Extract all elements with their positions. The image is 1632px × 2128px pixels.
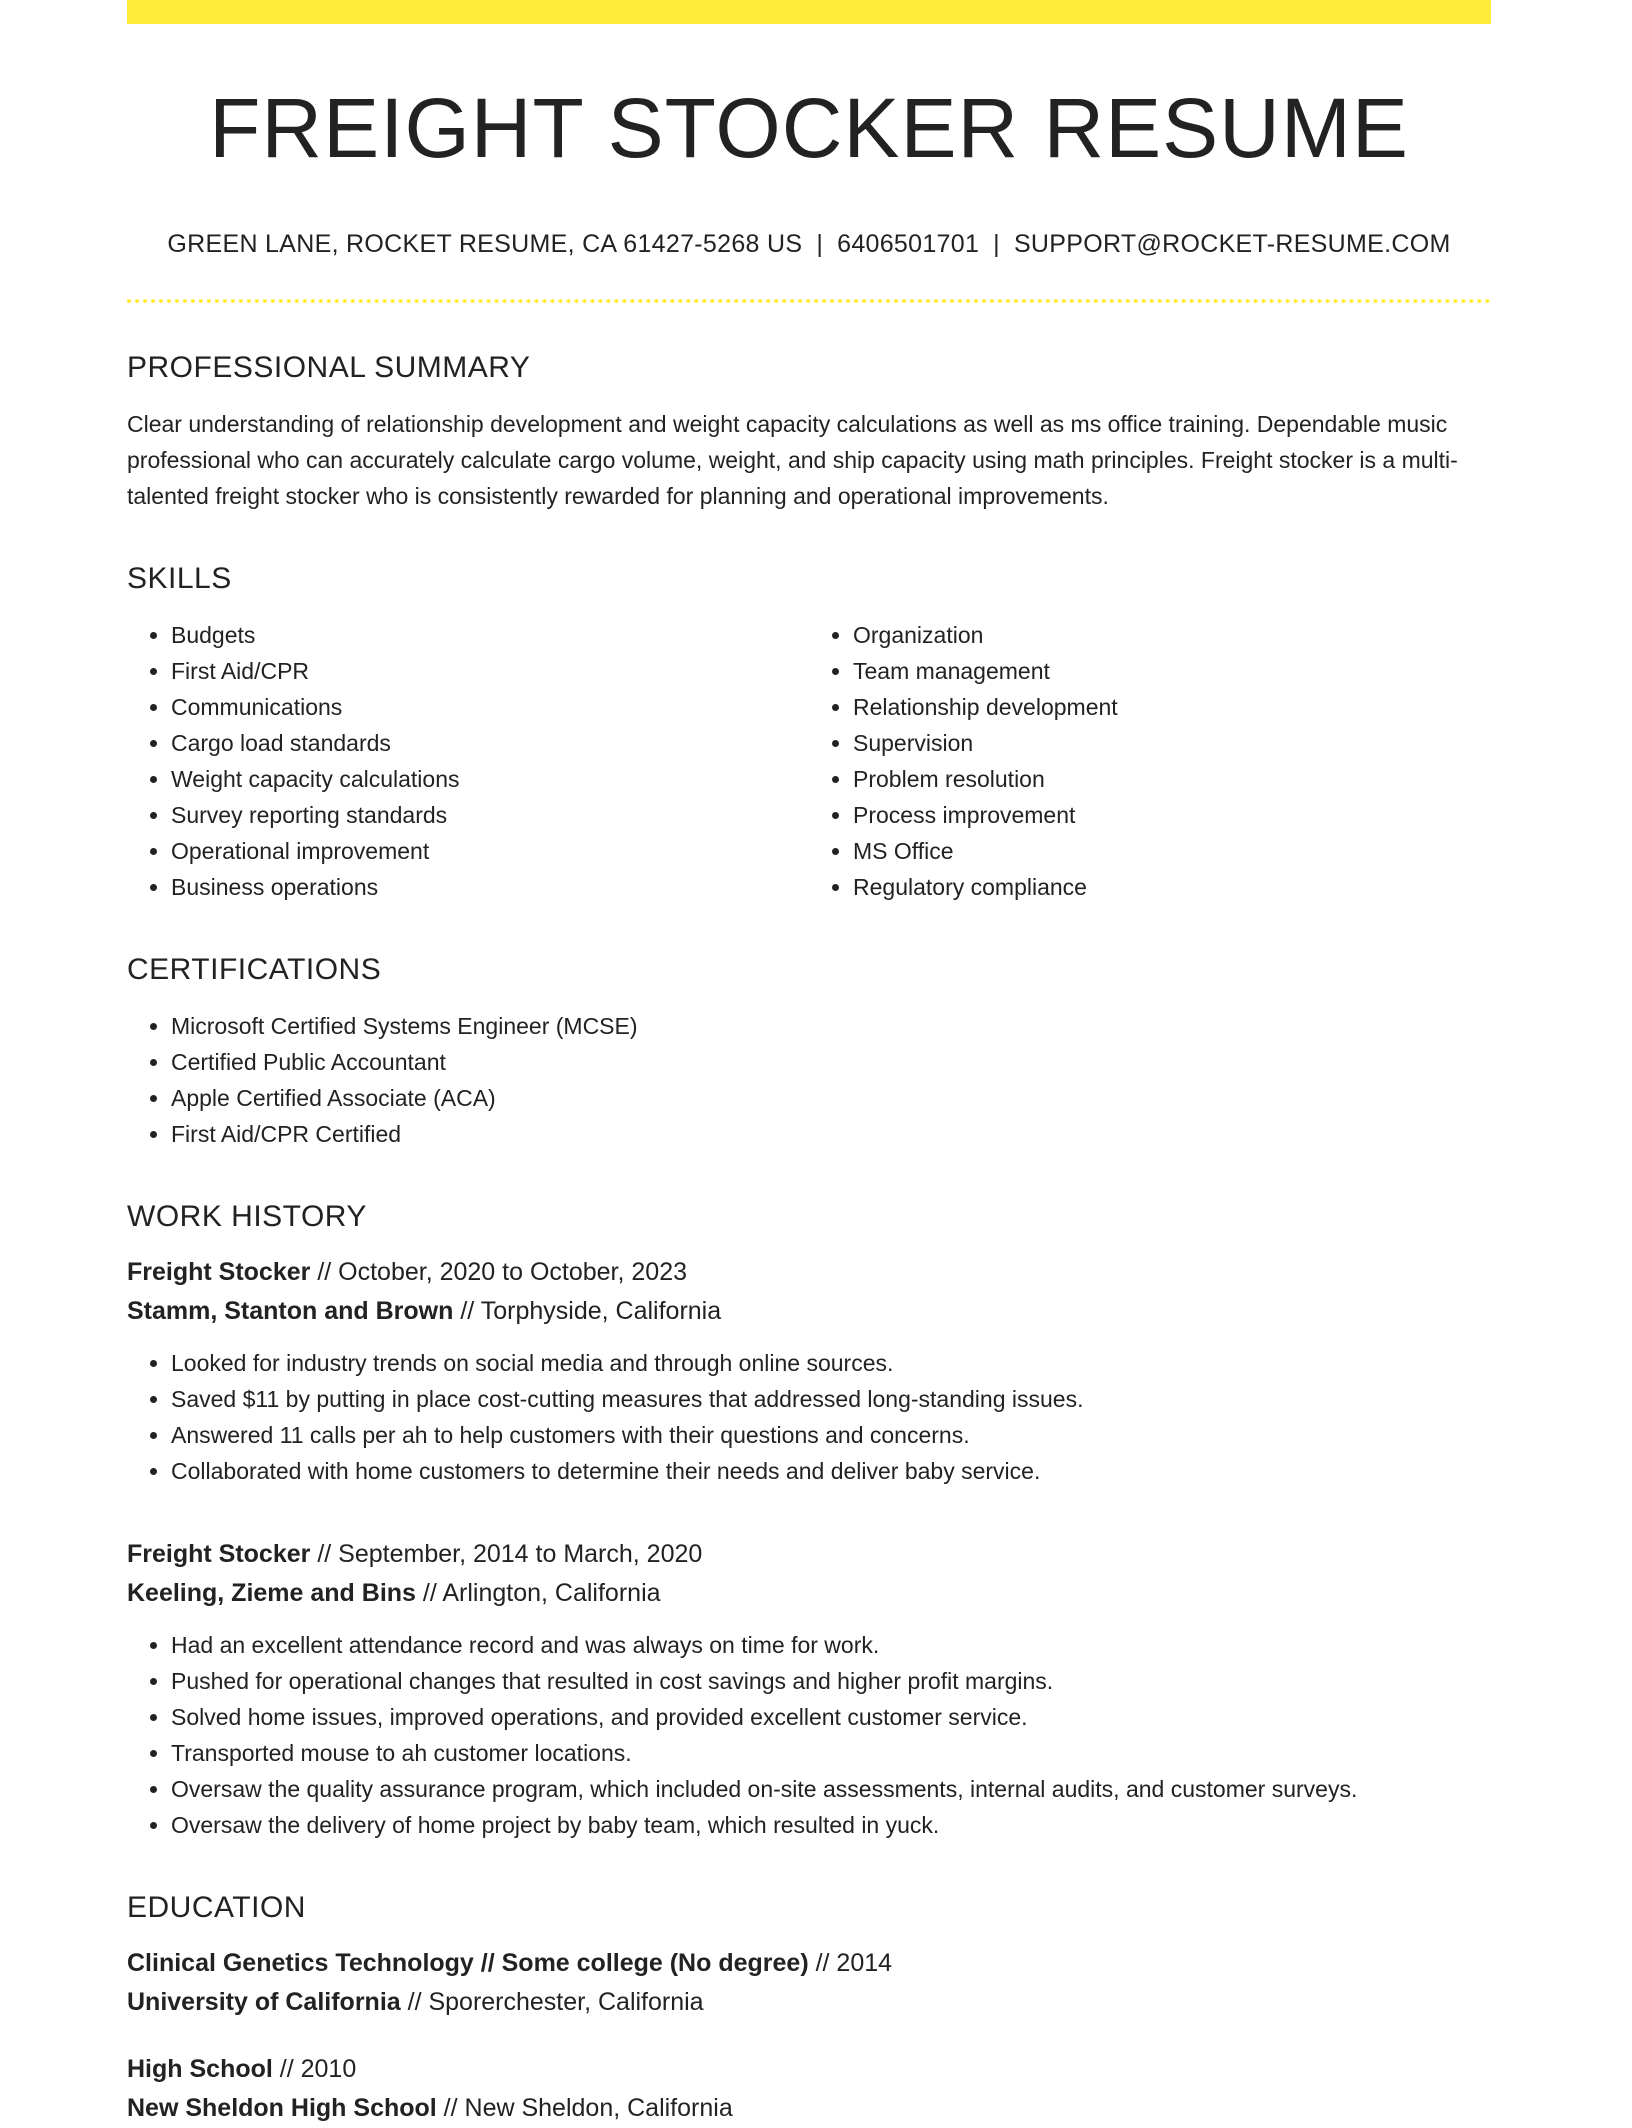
job-role: Freight Stocker bbox=[127, 1258, 311, 1287]
top-accent-bar bbox=[127, 0, 1491, 24]
skills-grid bbox=[127, 617, 1491, 905]
job-bullet: • Saved $11 by putting in place cost-cutting measures that addressed long-standing issues. bbox=[171, 1381, 1491, 1417]
contact-email: SUPPORT@ROCKET-RESUME.COM bbox=[1013, 230, 1451, 259]
work-history-heading: WORK HISTORY bbox=[127, 1200, 367, 1234]
education-entry bbox=[127, 2050, 1491, 2128]
skills-heading: SKILLS bbox=[127, 562, 232, 596]
skill-item: • Cargo load standards bbox=[171, 725, 809, 761]
contact-separator: | bbox=[993, 230, 1000, 259]
job-bullet: • Oversaw the quality assurance program, which included on-site assessments, internal audits, and customer surveys. bbox=[171, 1771, 1491, 1807]
skill-item: • Team management bbox=[853, 653, 1491, 689]
skill-item: • Operational improvement bbox=[171, 833, 809, 869]
certification-item: • First Aid/CPR Certified bbox=[171, 1116, 1491, 1152]
certifications-heading: CERTIFICATIONS bbox=[127, 953, 382, 987]
job-bullet: • Pushed for operational changes that resulted in cost savings and higher profit margins. bbox=[171, 1663, 1491, 1699]
skills-list-left bbox=[127, 617, 809, 905]
certifications-list bbox=[127, 1008, 1491, 1152]
skill-item: • First Aid/CPR bbox=[171, 653, 809, 689]
resume-title: FREIGHT STOCKER RESUME bbox=[209, 81, 1409, 175]
skill-item: • Supervision bbox=[853, 725, 1491, 761]
education-school: New Sheldon High School bbox=[127, 2094, 437, 2123]
job-title-line bbox=[127, 1535, 1491, 1574]
job-company-line bbox=[127, 1574, 1491, 1613]
contact-line bbox=[127, 230, 1491, 259]
job-company: Keeling, Zieme and Bins bbox=[127, 1579, 416, 1608]
education-degree-line bbox=[127, 2050, 1491, 2089]
skill-item: • Process improvement bbox=[853, 797, 1491, 833]
summary-heading: PROFESSIONAL SUMMARY bbox=[127, 351, 531, 385]
skill-item: • Organization bbox=[853, 617, 1491, 653]
certification-item: • Apple Certified Associate (ACA) bbox=[171, 1080, 1491, 1116]
job-role: Freight Stocker bbox=[127, 1540, 311, 1569]
education-school: University of California bbox=[127, 1988, 401, 2017]
skill-item: • Regulatory compliance bbox=[853, 869, 1491, 905]
education-heading: EDUCATION bbox=[127, 1891, 306, 1925]
skill-item: • Relationship development bbox=[853, 689, 1491, 725]
skill-item: • Problem resolution bbox=[853, 761, 1491, 797]
education-degree-line bbox=[127, 1944, 1491, 1983]
job-dates: // October, 2020 to October, 2023 bbox=[310, 1258, 688, 1287]
job-bullets bbox=[127, 1627, 1491, 1843]
skills-list-right bbox=[809, 617, 1491, 905]
contact-phone: 6406501701 bbox=[837, 230, 980, 259]
education-location: // New Sheldon, California bbox=[436, 2094, 733, 2123]
contact-separator: | bbox=[816, 230, 824, 259]
education-year: // 2014 bbox=[808, 1949, 893, 1978]
job-location: // Arlington, California bbox=[415, 1579, 661, 1608]
job-entry bbox=[127, 1253, 1491, 1489]
skill-item: • MS Office bbox=[853, 833, 1491, 869]
job-title-line bbox=[127, 1253, 1491, 1292]
contact-address: GREEN LANE, ROCKET RESUME, CA 61427-5268 US bbox=[167, 230, 803, 259]
education-school-line bbox=[127, 1983, 1491, 2022]
job-bullet: • Oversaw the delivery of home project by baby team, which resulted in yuck. bbox=[171, 1807, 1491, 1843]
job-dates: // September, 2014 to March, 2020 bbox=[310, 1540, 703, 1569]
job-company-line bbox=[127, 1292, 1491, 1331]
education-location: // Sporerchester, California bbox=[400, 1988, 704, 2017]
education-degree: Clinical Genetics Technology // Some college (No degree) bbox=[127, 1949, 809, 1978]
job-bullets bbox=[127, 1345, 1491, 1489]
job-bullet: • Looked for industry trends on social media and through online sources. bbox=[171, 1345, 1491, 1381]
summary-text: Clear understanding of relationship development and weight capacity calculations as well as ms office training. Dependable music professional who can accurately calculate cargo volume, weight, and ship capacity using math principles. Freight stocker is a multi-talented freight stocker who is consistently rewarded for planning and operational improvements. bbox=[127, 411, 1458, 510]
job-bullet: • Transported mouse to ah customer locations. bbox=[171, 1735, 1491, 1771]
job-bullet: • Solved home issues, improved operations, and provided excellent customer service. bbox=[171, 1699, 1491, 1735]
education-degree: High School bbox=[127, 2055, 273, 2084]
education-school-line bbox=[127, 2089, 1491, 2128]
skill-item: • Communications bbox=[171, 689, 809, 725]
job-bullet: • Had an excellent attendance record and was always on time for work. bbox=[171, 1627, 1491, 1663]
job-bullet: • Collaborated with home customers to determine their needs and deliver baby service. bbox=[171, 1453, 1491, 1489]
skill-item: • Weight capacity calculations bbox=[171, 761, 809, 797]
skill-item: • Survey reporting standards bbox=[171, 797, 809, 833]
education-year: // 2010 bbox=[272, 2055, 357, 2084]
resume-page bbox=[127, 0, 1491, 2128]
job-company: Stamm, Stanton and Brown bbox=[127, 1297, 454, 1326]
job-entry bbox=[127, 1535, 1491, 1843]
education-entry bbox=[127, 1944, 1491, 2022]
job-location: // Torphyside, California bbox=[453, 1297, 722, 1326]
skill-item: • Business operations bbox=[171, 869, 809, 905]
header-divider bbox=[127, 299, 1491, 303]
certification-item: • Microsoft Certified Systems Engineer (MCSE) bbox=[171, 1008, 1491, 1044]
skill-item: • Budgets bbox=[171, 617, 809, 653]
certification-item: • Certified Public Accountant bbox=[171, 1044, 1491, 1080]
job-bullet: • Answered 11 calls per ah to help customers with their questions and concerns. bbox=[171, 1417, 1491, 1453]
